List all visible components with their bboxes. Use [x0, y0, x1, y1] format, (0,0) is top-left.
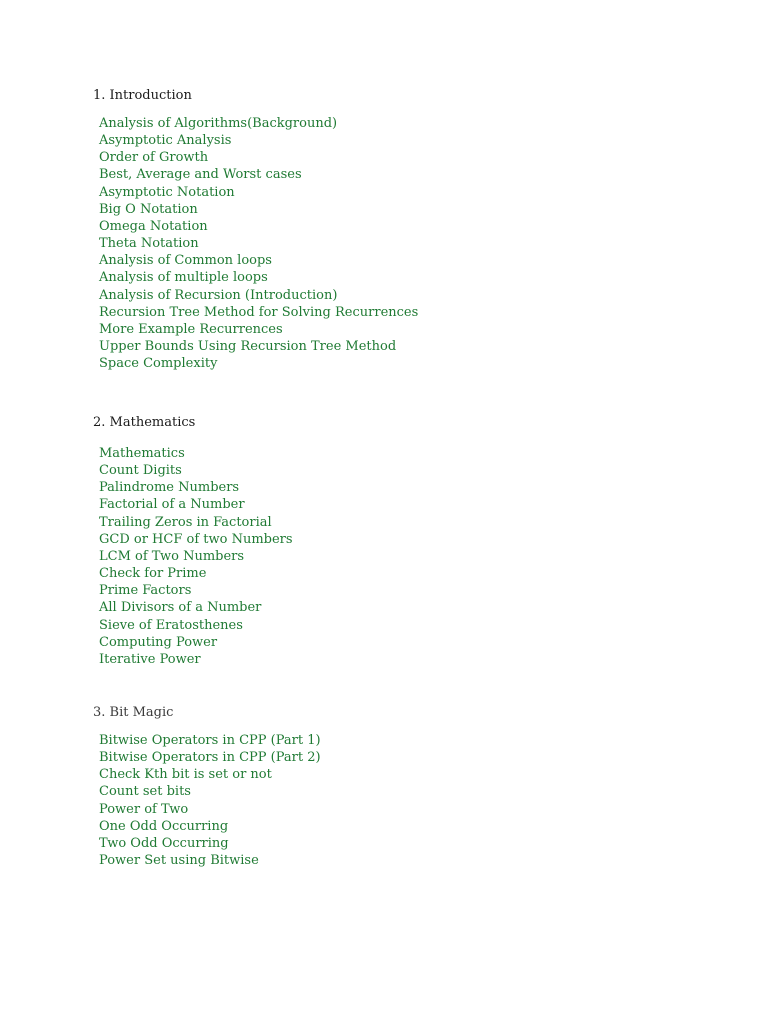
topic-link[interactable]: Analysis of Common loops — [99, 253, 272, 269]
topic-link[interactable]: Big O Notation — [99, 201, 198, 217]
topic-link[interactable]: Analysis of Recursion (Introduction) — [99, 287, 338, 303]
topic-link[interactable]: Order of Growth — [99, 150, 209, 166]
topic-link[interactable]: Bitwise Operators in CPP (Part 1) — [99, 733, 321, 748]
topic-link[interactable]: Upper Bounds Using Recursion Tree Method — [99, 339, 397, 355]
topic-link[interactable]: Count set bits — [99, 784, 191, 800]
topic-link[interactable]: Bitwise Operators in CPP (Part 2) — [99, 750, 321, 766]
topic-link[interactable]: Prime Factors — [99, 583, 192, 599]
topic-link[interactable]: Recursion Tree Method for Solving Recurrences — [99, 304, 419, 320]
topic-link[interactable]: Palindrome Numbers — [99, 480, 240, 496]
topic-link[interactable]: Space Complexity — [99, 356, 218, 372]
topic-link[interactable]: GCD or HCF of two Numbers — [99, 531, 293, 547]
topic-link[interactable]: Two Odd Occurring — [99, 835, 229, 851]
topic-link[interactable]: Analysis of multiple loops — [99, 270, 268, 286]
topic-link[interactable]: Trailing Zeros in Factorial — [99, 514, 272, 530]
topic-link[interactable]: LCM of Two Numbers — [99, 548, 245, 564]
topic-link[interactable]: Asymptotic Analysis — [99, 133, 232, 149]
topic-link[interactable]: Check for Prime — [99, 566, 207, 582]
topic-link[interactable]: Check Kth bit is set or not — [99, 767, 272, 783]
topic-link[interactable]: Power Set using Bitwise — [99, 853, 259, 869]
topic-link[interactable]: Sieve of Eratosthenes — [99, 617, 243, 633]
topic-link[interactable]: Computing Power — [99, 634, 218, 650]
topic-link[interactable]: Power of Two — [99, 801, 189, 817]
topic-link[interactable]: Iterative Power — [99, 651, 201, 667]
topic-link[interactable]: Best, Average and Worst cases — [99, 167, 302, 183]
section-mathematics — [93, 414, 293, 668]
topic-link[interactable]: One Odd Occurring — [99, 818, 229, 834]
topic-list — [93, 115, 418, 372]
section-introduction — [93, 87, 418, 372]
topic-list — [93, 732, 321, 869]
topic-link[interactable]: Mathematics — [99, 446, 185, 461]
section-heading: 3. Bit Magic — [93, 705, 174, 720]
section-heading: 2. Mathematics — [93, 415, 196, 430]
section-bit-magic — [93, 704, 321, 869]
section-heading: 1. Introduction — [93, 88, 192, 103]
topic-list — [93, 445, 293, 668]
topic-link[interactable]: All Divisors of a Number — [99, 600, 262, 616]
topic-link[interactable]: Factorial of a Number — [99, 497, 245, 513]
topic-link[interactable]: Analysis of Algorithms(Background) — [99, 116, 338, 131]
topic-link[interactable]: Theta Notation — [99, 236, 199, 252]
topic-link[interactable]: More Example Recurrences — [99, 321, 283, 337]
topic-link[interactable]: Omega Notation — [99, 218, 208, 234]
topic-link[interactable]: Asymptotic Notation — [99, 184, 235, 200]
topic-link[interactable]: Count Digits — [99, 463, 182, 479]
